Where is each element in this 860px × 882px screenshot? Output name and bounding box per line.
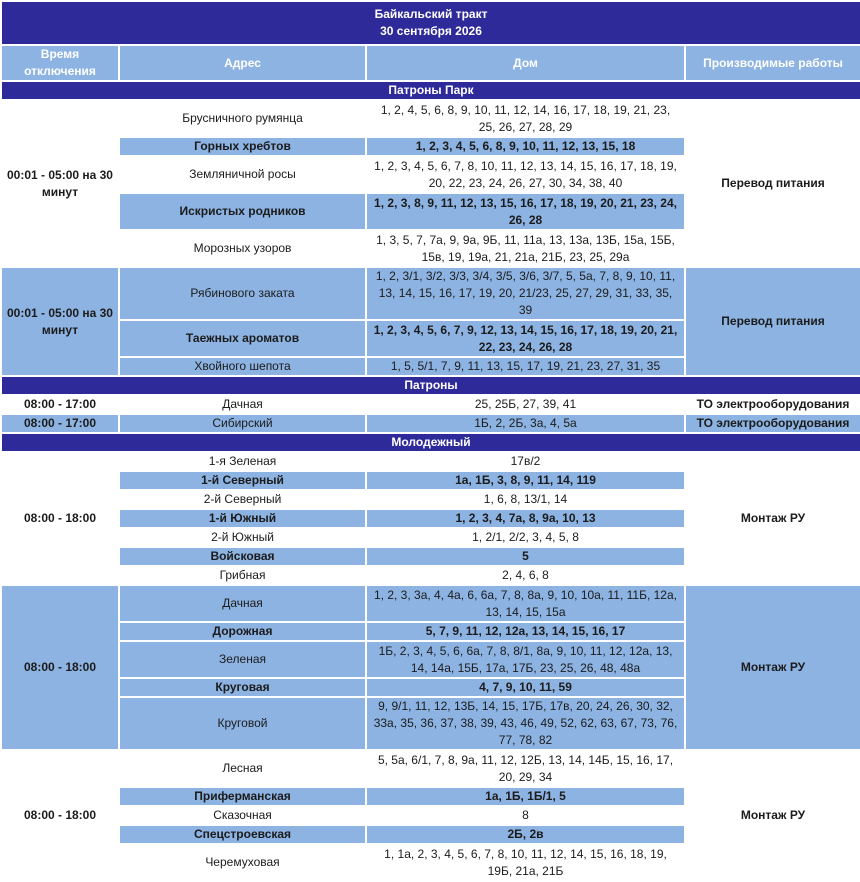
work-type: Перевод питания [686, 268, 860, 375]
houses-cell: 1а, 1Б, 1Б/1, 5 [367, 788, 684, 805]
houses-cell: 1, 2, 3, 8, 9, 11, 12, 13, 15, 16, 17, 18, 19, 20, 21, 23, 24, 26, 28 [367, 194, 684, 229]
street-cell: Лесная [120, 751, 365, 786]
work-type: Монтаж РУ [686, 751, 860, 880]
section-row [2, 82, 860, 99]
houses-cell: 5, 7, 9, 11, 12, 12а, 13, 14, 15, 16, 17 [367, 623, 684, 640]
table-row [2, 751, 860, 786]
houses-cell: 1, 2, 3/1, 3/2, 3/3, 3/4, 3/5, 3/6, 3/7, 5, 5а, 7, 8, 9, 10, 11, 13, 14, 15, 16, 17, 19, 20, 21/23, 25, 27, 29, 31, 33, 35, 39 [367, 268, 684, 319]
houses-cell: 1, 3, 5, 7, 7а, 9, 9а, 9Б, 11, 11а, 13, 13а, 13Б, 15а, 15Б, 15в, 19, 19а, 21, 21а, 21Б, 23, 25, 29а [367, 231, 684, 266]
section-row [2, 377, 860, 394]
street-cell: Таежных ароматов [120, 321, 365, 356]
work-type: Перевод питания [686, 101, 860, 266]
street-cell: Сказочная [120, 807, 365, 824]
houses-cell: 1, 2, 3, 4, 5, 6, 7, 8, 10, 11, 12, 13, 14, 15, 16, 17, 18, 19, 20, 22, 23, 24, 26, 27, 30, 34, 38, 40 [367, 157, 684, 192]
street-cell: 1-я Зеленая [120, 453, 365, 470]
section-title: Патроны Парк [2, 82, 860, 99]
outage-time: 08:00 - 17:00 [2, 396, 118, 413]
houses-cell: 8 [367, 807, 684, 824]
street-cell: Дачная [120, 396, 365, 413]
houses-cell: 1, 2, 3, 4, 7а, 8, 9а, 10, 13 [367, 510, 684, 527]
houses-cell: 1Б, 2, 3, 4, 5, 6, 6а, 7, 8, 8/1, 8а, 9, 10, 11, 12, 12а, 13, 14, 14а, 15Б, 17а, 17Б, 23, 25, 26, 48, 48а [367, 642, 684, 677]
outage-time: 00:01 - 05:00 на 30 минут [2, 101, 118, 266]
outage-date: 30 сентября 2026 [380, 24, 482, 38]
header-row [2, 46, 860, 80]
street-cell: Спецстроевская [120, 826, 365, 843]
table-row [2, 396, 860, 413]
table-row [2, 586, 860, 621]
table-row [2, 453, 860, 470]
houses-cell: 1, 2, 4, 5, 6, 8, 9, 10, 11, 12, 14, 16, 17, 18, 19, 21, 23, 25, 26, 27, 28, 29 [367, 101, 684, 136]
section-title: Молодежный [2, 434, 860, 451]
header-time: Время отключения [2, 46, 118, 80]
houses-cell: 25, 25Б, 27, 39, 41 [367, 396, 684, 413]
street-cell: Брусничного румянца [120, 101, 365, 136]
street-cell: Круговая [120, 679, 365, 696]
street-cell: 1-й Южный [120, 510, 365, 527]
street-cell: Рябинового заката [120, 268, 365, 319]
street-cell: Войсковая [120, 548, 365, 565]
street-cell: Сибирский [120, 415, 365, 432]
houses-cell: 2Б, 2в [367, 826, 684, 843]
street-cell: Дорожная [120, 623, 365, 640]
houses-cell: 17в/2 [367, 453, 684, 470]
street-cell: Приферманская [120, 788, 365, 805]
houses-cell: 2, 4, 6, 8 [367, 567, 684, 584]
section-title: Патроны [2, 377, 860, 394]
header-house: Дом [367, 46, 684, 80]
outage-time: 08:00 - 18:00 [2, 453, 118, 584]
outage-time: 08:00 - 17:00 [2, 415, 118, 432]
street-cell: Горных хребтов [120, 138, 365, 155]
section-row [2, 434, 860, 451]
houses-cell: 1, 5, 5/1, 7, 9, 11, 13, 15, 17, 19, 21, 23, 27, 31, 35 [367, 358, 684, 375]
houses-cell: 1, 6, 8, 13/1, 14 [367, 491, 684, 508]
houses-cell: 5, 5а, 6/1, 7, 8, 9а, 11, 12, 12Б, 13, 14, 14Б, 15, 16, 17, 20, 29, 34 [367, 751, 684, 786]
region-title: Байкальский тракт [374, 7, 488, 21]
houses-cell: 4, 7, 9, 10, 11, 59 [367, 679, 684, 696]
work-type: ТО электрооборудования [686, 396, 860, 413]
street-cell: Черемуховая [120, 845, 365, 880]
street-cell: Дачная [120, 586, 365, 621]
outage-time: 08:00 - 18:00 [2, 586, 118, 749]
table-row [2, 101, 860, 136]
houses-cell: 1, 2, 3, 4, 5, 6, 8, 9, 10, 11, 12, 13, 15, 18 [367, 138, 684, 155]
houses-cell: 1Б, 2, 2Б, 3а, 4, 5а [367, 415, 684, 432]
table-row [2, 415, 860, 432]
street-cell: Морозных узоров [120, 231, 365, 266]
street-cell: 2-й Южный [120, 529, 365, 546]
work-type: Монтаж РУ [686, 586, 860, 749]
outage-time: 08:00 - 18:00 [2, 751, 118, 880]
street-cell: Искристых родников [120, 194, 365, 229]
houses-cell: 1а, 1Б, 3, 8, 9, 11, 14, 119 [367, 472, 684, 489]
outage-time: 00:01 - 05:00 на 30 минут [2, 268, 118, 375]
street-cell: 2-й Северный [120, 491, 365, 508]
street-cell: Земляничной росы [120, 157, 365, 192]
header-work: Производимые работы [686, 46, 860, 80]
houses-cell: 1, 2, 3, 3а, 4, 4а, 6, 6а, 7, 8, 8а, 9, 10, 10а, 11, 11Б, 12а, 13, 14, 15, 15а [367, 586, 684, 621]
houses-cell: 9, 9/1, 11, 12, 13Б, 14, 15, 17Б, 17в, 20, 24, 26, 30, 32, 33а, 35, 36, 37, 38, 39, 43, 46, 49, 52, 62, 63, 67, 73, 76, 77, 78, 82 [367, 698, 684, 749]
work-type: Монтаж РУ [686, 453, 860, 584]
work-type: ТО электрооборудования [686, 415, 860, 432]
table-title [2, 2, 860, 44]
table-row [2, 268, 860, 319]
header-address: Адрес [120, 46, 365, 80]
houses-cell: 1, 2/1, 2/2, 3, 4, 5, 8 [367, 529, 684, 546]
street-cell: Хвойного шепота [120, 358, 365, 375]
houses-cell: 5 [367, 548, 684, 565]
houses-cell: 1, 2, 3, 4, 5, 6, 7, 9, 12, 13, 14, 15, 16, 17, 18, 19, 20, 21, 22, 23, 24, 26, 28 [367, 321, 684, 356]
street-cell: Круговой [120, 698, 365, 749]
street-cell: Зеленая [120, 642, 365, 677]
street-cell: 1-й Северный [120, 472, 365, 489]
street-cell: Грибная [120, 567, 365, 584]
houses-cell: 1, 1а, 2, 3, 4, 5, 6, 7, 8, 10, 11, 12, 14, 15, 16, 18, 19, 19Б, 21а, 21Б [367, 845, 684, 880]
